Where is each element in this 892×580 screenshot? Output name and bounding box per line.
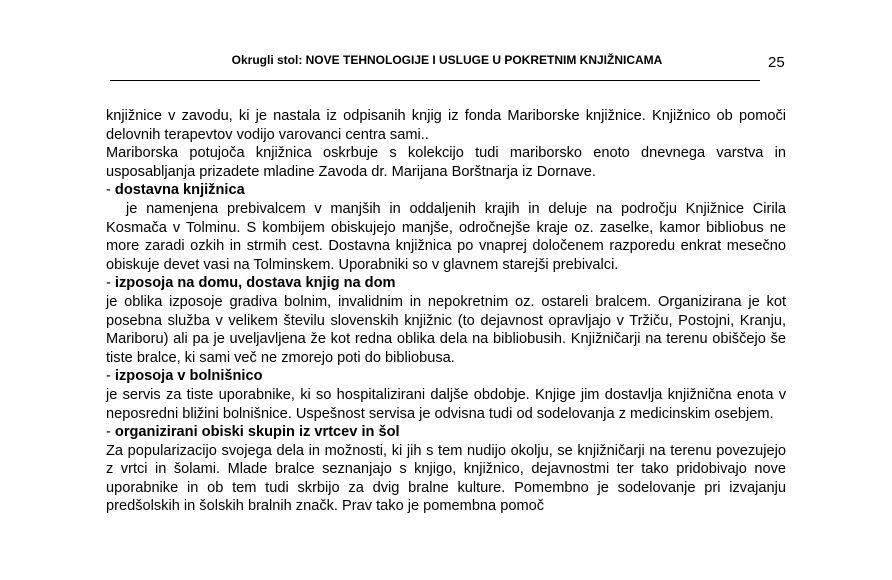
section-heading-dostavna — [106, 181, 786, 200]
header-title: Okrugli stol: NOVE TEHNOLOGIJE I USLUGE U POKRETNIM KNJIŽNICAMA — [231, 53, 663, 67]
heading-text: izposoja v bolnišnico — [114, 368, 263, 385]
header-rule — [110, 80, 760, 81]
heading-dash: - — [106, 182, 115, 199]
section-heading-bolnisnica — [106, 367, 786, 386]
section-heading-izposoja-na-domu — [106, 274, 786, 293]
heading-dash: - — [106, 368, 115, 385]
section-heading-obiski-skupin — [106, 423, 786, 442]
section-text-izposoja-na-domu: je oblika izposoje gradiva bolnim, invalidnim in nepokretnim oz. ostareli bralcem. Organizirana je kot posebna služba v velikem številu slovenskih knjižnic (to dejavnost opravljajo v Tržiču, Postojni, Kranju, Mariboru) ali pa je uveljavljena že kot redna oblika dela na bibliobusih. Knjižničarji na terenu obiščejo še tiste bralce, ki sami več ne zmorejo poti do bibliobusa. — [106, 293, 786, 366]
paragraph-1: knjižnice v zavodu, ki je nastala iz odpisanih knjig iz fonda Mariborske knjižnice. Knjižnico ob pomoči delovnih terapevtov vodijo varovanci centra sami.. — [106, 108, 786, 143]
heading-text: izposoja na domu, dostava knjig na dom — [114, 275, 396, 292]
page-number: 25 — [768, 54, 785, 71]
section-text-obiski-skupin: Za popularizacijo svojega dela in možnosti, ki jih s tem nudijo okolju, se knjižničarji na terenu povezujejo z vrtci in šolami. Mlade bralce seznanjajo s knjigo, knjižnico, dejavnostmi ter tako pridobivajo nove uporabnike in ob tem tudi skrbijo za dvig bralne kulture. Pomembno je sodelovanje pri izvajanju predšolskih in šolskih bralnih značk. Prav tako je pomembna pomoč — [106, 442, 786, 515]
heading-text: organizirani obiski skupin iz vrtcev in šol — [114, 424, 400, 441]
heading-dash: - — [106, 424, 115, 441]
paragraph-2: Mariborska potujoča knjižnica oskrbuje s kolekcijo tudi mariborsko enoto dnevnega varstva in usposabljanja prizadete mladine Zavoda dr. Marijana Borštnarja iz Dornave. — [106, 145, 786, 180]
section-text-dostavna: je namenjena prebivalcem v manjših in oddaljenih krajih in deluje na področju Knjižnice Cirila Kosmača v Tolminu. S kombijem obiskujejo manjše, odročnejše kraje oz. zaselke, kamor bibliobus ne more zaradi ozkih in strmih cest. Dostavna knjižnica po vnaprej določenem razporedu enkrat mesečno obiskuje devet vasi na Tolminskem. Uporabniki so v glavnem starejši prebivalci. — [106, 200, 786, 273]
heading-dash: - — [106, 275, 115, 292]
document-body — [106, 107, 786, 516]
section-text-bolnisnica: je servis za tiste uporabnike, ki so hospitalizirani daljše obdobje. Knjige jim dostavlja knjižnična enota v neposredni bližini bolnišnice. Uspešnost servisa je odvisna tudi od sodelovanja z medicinskim osebjem. — [106, 386, 786, 422]
heading-text: dostavna knjižnica — [114, 182, 245, 199]
